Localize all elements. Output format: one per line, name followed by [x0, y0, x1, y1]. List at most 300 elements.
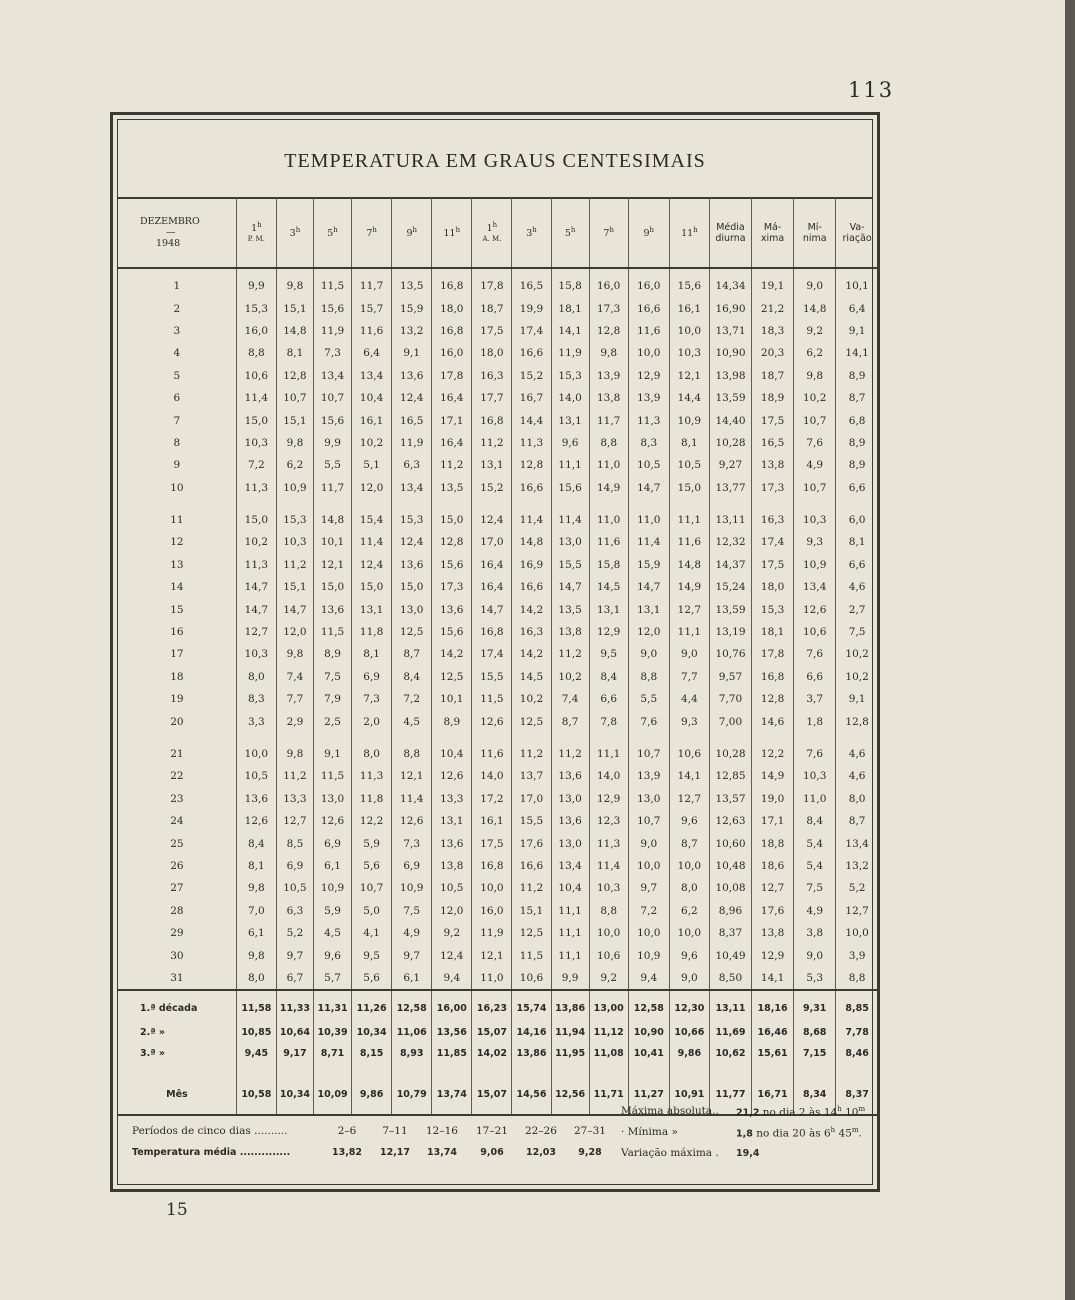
table-cell: 3,9	[836, 944, 878, 966]
table-cell: 10,2	[836, 666, 878, 688]
table-cell: 11,3	[236, 554, 276, 576]
header-hour: 7$^h$	[352, 198, 392, 268]
row-label: 27	[170, 882, 184, 895]
table-cell: 18,1	[752, 621, 794, 643]
row-label: 1.ª década	[118, 990, 236, 1022]
table-cell: 11,5	[313, 621, 351, 643]
table-cell: 3,8	[794, 922, 836, 944]
table-cell: 5,9	[352, 832, 392, 854]
table-cell: 8,68	[794, 1022, 836, 1043]
row-label: 18	[170, 670, 184, 683]
periods-label: Períodos de cinco dias ..........	[132, 1125, 288, 1137]
table-cell: 15,5	[512, 810, 551, 832]
table-cell: 11,2	[551, 743, 589, 765]
table-row	[118, 788, 878, 810]
table-cell: 8,37	[709, 922, 751, 944]
header-hour: 1$^h$ A. M.	[472, 198, 512, 268]
table-cell: 8,0	[352, 743, 392, 765]
table-cell: 16,3	[472, 365, 512, 387]
table-cell: 11,6	[589, 531, 628, 553]
table-cell: 14,7	[472, 598, 512, 620]
table-cell: 8,1	[276, 342, 313, 364]
table-cell: 11,69	[709, 1022, 751, 1043]
table-cell: 11,33	[276, 990, 313, 1022]
table-cell: 11,9	[472, 922, 512, 944]
table-row	[118, 598, 878, 620]
table-row	[118, 1022, 878, 1043]
table-cell: 13,59	[709, 598, 751, 620]
table-cell: 11,7	[352, 268, 392, 297]
table-cell: 16,6	[512, 342, 551, 364]
table-cell: 18,7	[752, 365, 794, 387]
table-cell: 11,12	[589, 1022, 628, 1043]
table-cell: 10,90	[709, 342, 751, 364]
table-cell: 10,9	[794, 554, 836, 576]
periods-row	[132, 1125, 606, 1147]
table-cell: 11,9	[392, 432, 432, 454]
table-cell: 18,8	[752, 832, 794, 854]
table-cell: 2,9	[276, 710, 313, 732]
table-cell: 10,2	[512, 688, 551, 710]
table-cell: 11,1	[669, 509, 709, 531]
table-cell: 16,4	[432, 432, 472, 454]
table-cell: 15,8	[551, 268, 589, 297]
table-cell: 10,9	[669, 409, 709, 431]
table-cell: 8,5	[276, 832, 313, 854]
table-cell: 15,6	[669, 268, 709, 297]
table-cell: 9,57	[709, 666, 751, 688]
table-cell: 15,0	[352, 576, 392, 598]
table-cell: 12,1	[472, 944, 512, 966]
table-cell: 15,1	[512, 900, 551, 922]
table-cell: 13,77	[709, 477, 751, 499]
header-hour: 5$^h$	[313, 198, 351, 268]
footer-summary	[118, 1105, 872, 1195]
table-cell: 8,9	[313, 643, 351, 665]
table-cell: 16,6	[628, 297, 669, 319]
table-cell: 10,7	[628, 743, 669, 765]
table-cell: 8,71	[313, 1043, 351, 1064]
table-cell: 10,9	[276, 477, 313, 499]
table-cell: 9,0	[794, 268, 836, 297]
table-cell: 13,1	[352, 598, 392, 620]
table-cell: 17,8	[472, 268, 512, 297]
table-cell: 12,30	[669, 990, 709, 1022]
table-cell: 15,2	[512, 365, 551, 387]
header-hour: 9$^h$	[392, 198, 432, 268]
temp-value: 13,74	[426, 1147, 458, 1158]
table-cell: 4,5	[392, 710, 432, 732]
table-cell: 10,2	[836, 643, 878, 665]
table-cell: 11,08	[589, 1043, 628, 1064]
table-cell: 10,5	[236, 765, 276, 787]
table-cell: 16,0	[628, 268, 669, 297]
row-label: 28	[170, 904, 184, 917]
page-edge	[1065, 0, 1075, 1300]
table-cell: 9,9	[551, 967, 589, 990]
table-cell: 13,59	[709, 387, 751, 409]
header-hour: 7$^h$	[589, 198, 628, 268]
table-cell: 14,7	[236, 598, 276, 620]
table-cell: 14,9	[669, 576, 709, 598]
table-cell: 8,7	[669, 832, 709, 854]
table-cell: 11,0	[628, 509, 669, 531]
table-cell: 14,8	[512, 531, 551, 553]
var-row	[621, 1147, 881, 1168]
table-cell: 14,4	[512, 409, 551, 431]
table-cell: 17,4	[472, 643, 512, 665]
table-cell: 12,6	[313, 810, 351, 832]
table-cell: 12,3	[589, 810, 628, 832]
table-cell: 15,2	[472, 477, 512, 499]
table-cell: 12,7	[836, 900, 878, 922]
header-hour: 1$^h$ P. M.	[236, 198, 276, 268]
table-cell: 12,63	[709, 810, 751, 832]
table-cell: 17,7	[472, 387, 512, 409]
table-cell: 11,3	[236, 477, 276, 499]
row-label: 6	[173, 392, 181, 405]
table-cell: 17,8	[752, 643, 794, 665]
table-cell: 19,0	[752, 788, 794, 810]
table-cell: 14,5	[589, 576, 628, 598]
table-cell: 16,8	[432, 320, 472, 342]
table-cell: 14,0	[472, 765, 512, 787]
table-cell: 4,9	[794, 900, 836, 922]
table-cell: 17,1	[752, 810, 794, 832]
table-cell: 8,3	[628, 432, 669, 454]
table-cell: 9,8	[276, 643, 313, 665]
table-cell: 15,6	[432, 554, 472, 576]
row-label: 7	[173, 414, 181, 427]
table-cell: 12,9	[628, 365, 669, 387]
table-cell: 10,3	[276, 531, 313, 553]
table-cell: 8,46	[836, 1043, 878, 1064]
table-cell: 11,3	[589, 832, 628, 854]
var-label: Variação máxima .	[621, 1147, 719, 1159]
table-cell: 10,9	[628, 944, 669, 966]
row-label: 19	[170, 693, 184, 706]
table-row	[118, 666, 878, 688]
table-cell: 13,3	[432, 788, 472, 810]
table-row	[118, 855, 878, 877]
table-cell: 10,1	[313, 531, 351, 553]
table-cell: 10,7	[352, 877, 392, 899]
table-cell: 11,4	[512, 509, 551, 531]
table-cell: 11,5	[472, 688, 512, 710]
table-cell: 7,6	[628, 710, 669, 732]
table-cell: 11,2	[512, 877, 551, 899]
table-cell: 6,6	[836, 554, 878, 576]
table-cell: 12,6	[472, 710, 512, 732]
table-cell: 16,4	[472, 576, 512, 598]
table-cell: 10,90	[628, 1022, 669, 1043]
table-cell: 3,7	[794, 688, 836, 710]
table-cell: 8,4	[392, 666, 432, 688]
table-cell: 9,6	[669, 810, 709, 832]
table-cell: 7,9	[313, 688, 351, 710]
table-cell: 13,5	[392, 268, 432, 297]
table-cell: 13,6	[551, 810, 589, 832]
table-cell: 11,31	[313, 990, 351, 1022]
table-cell: 17,3	[432, 576, 472, 598]
table-cell: 10,09	[313, 1064, 351, 1115]
table-cell: 9,7	[392, 944, 432, 966]
table-cell: 13,4	[313, 365, 351, 387]
table-cell: 7,00	[709, 710, 751, 732]
table-cell: 9,0	[628, 832, 669, 854]
table-cell: 11,26	[352, 990, 392, 1022]
table-cell: 11,4	[392, 788, 432, 810]
table-cell: 12,8	[752, 688, 794, 710]
table-cell: 11,2	[276, 554, 313, 576]
table-cell: 6,6	[794, 666, 836, 688]
table-cell: 8,9	[432, 710, 472, 732]
table-cell: 14,34	[709, 268, 751, 297]
table-cell: 5,2	[276, 922, 313, 944]
table-cell: 13,3	[276, 788, 313, 810]
temp-value: 9,06	[480, 1147, 504, 1158]
table-cell: 7,15	[794, 1043, 836, 1064]
table-cell: 14,0	[589, 765, 628, 787]
period-value: 22–26	[525, 1125, 557, 1137]
table-cell: 8,1	[669, 432, 709, 454]
table-row	[118, 320, 878, 342]
table-cell: 7,6	[794, 743, 836, 765]
table-cell: 15,0	[236, 409, 276, 431]
table-row	[118, 621, 878, 643]
table-cell: 16,90	[709, 297, 751, 319]
table-cell: 10,0	[836, 922, 878, 944]
table-cell: 11,5	[512, 944, 551, 966]
table-cell: 14,0	[551, 387, 589, 409]
table-cell: 7,2	[236, 454, 276, 476]
table-cell: 6,9	[313, 832, 351, 854]
table-cell: 10,9	[313, 877, 351, 899]
table-row	[118, 643, 878, 665]
table-cell: 15,1	[276, 576, 313, 598]
table-cell: 12,1	[313, 554, 351, 576]
table-cell: 11,1	[589, 743, 628, 765]
row-label: 13	[170, 558, 184, 571]
extremes	[621, 1105, 881, 1168]
table-cell: 13,00	[589, 990, 628, 1022]
table-cell: 7,3	[313, 342, 351, 364]
table-cell: 8,96	[709, 900, 751, 922]
table-cell: 5,5	[628, 688, 669, 710]
row-label: 5	[173, 369, 181, 382]
table-cell: 16,3	[512, 621, 551, 643]
table-cell: 7,6	[794, 432, 836, 454]
table-cell: 9,1	[836, 688, 878, 710]
table-cell: 14,2	[432, 643, 472, 665]
table-cell: 5,6	[352, 967, 392, 990]
table-cell: 7,5	[794, 877, 836, 899]
table-cell: 9,4	[628, 967, 669, 990]
table-cell: 9,8	[276, 743, 313, 765]
table-cell: 12,4	[392, 531, 432, 553]
table-cell: 14,8	[313, 509, 351, 531]
group-spacer	[118, 733, 878, 743]
table-cell: 13,11	[709, 509, 751, 531]
table-cell: 16,00	[432, 990, 472, 1022]
header-row	[118, 198, 878, 268]
table-cell: 4,5	[313, 922, 351, 944]
table-cell: 13,0	[392, 598, 432, 620]
table-cell: 6,2	[794, 342, 836, 364]
table-cell: 2,5	[313, 710, 351, 732]
table-cell: 12,7	[276, 810, 313, 832]
table-cell: 13,74	[432, 1064, 472, 1115]
table-cell: 10,6	[512, 967, 551, 990]
signature-mark: 15	[166, 1200, 188, 1220]
table-cell: 7,7	[669, 666, 709, 688]
table-cell: 6,9	[392, 855, 432, 877]
table-cell: 10,7	[628, 810, 669, 832]
table-cell: 15,07	[472, 1064, 512, 1115]
table-cell: 15,3	[276, 509, 313, 531]
table-cell: 11,95	[551, 1043, 589, 1064]
table-cell: 14,7	[628, 576, 669, 598]
table-cell: 5,5	[313, 454, 351, 476]
table-cell: 6,1	[392, 967, 432, 990]
table-cell: 16,1	[352, 409, 392, 431]
table-cell: 12,4	[352, 554, 392, 576]
table-cell: 14,56	[512, 1064, 551, 1115]
table-cell: 11,5	[313, 765, 351, 787]
table-cell: 9,0	[669, 967, 709, 990]
table-cell: 11,4	[589, 855, 628, 877]
table-cell: 10,2	[551, 666, 589, 688]
table-cell: 10,58	[236, 1064, 276, 1115]
table-cell: 9,5	[589, 643, 628, 665]
table-cell: 13,8	[752, 454, 794, 476]
table-cell: 12,56	[551, 1064, 589, 1115]
table-cell: 17,0	[472, 531, 512, 553]
table-cell: 13,1	[432, 810, 472, 832]
table-cell: 11,06	[392, 1022, 432, 1043]
table-cell: 16,0	[589, 268, 628, 297]
table-cell: 8,7	[551, 710, 589, 732]
table-cell: 15,0	[392, 576, 432, 598]
table-row	[118, 342, 878, 364]
table-cell: 9,9	[313, 432, 351, 454]
table-cell: 13,1	[589, 598, 628, 620]
table-cell: 5,1	[352, 454, 392, 476]
table-cell: 11,4	[352, 531, 392, 553]
table-frame	[110, 112, 880, 1192]
period-value: 2–6	[337, 1125, 357, 1137]
header-hour: 3$^h$	[276, 198, 313, 268]
table-cell: 11,0	[472, 967, 512, 990]
row-label: 14	[170, 581, 184, 594]
table-cell: 11,1	[551, 922, 589, 944]
table-cell: 12,6	[392, 810, 432, 832]
table-cell: 7,2	[392, 688, 432, 710]
table-cell: 13,0	[313, 788, 351, 810]
table-cell: 12,6	[236, 810, 276, 832]
table-cell: 6,7	[276, 967, 313, 990]
table-cell: 13,6	[392, 365, 432, 387]
table-cell: 11,5	[313, 268, 351, 297]
table-cell: 11,3	[628, 409, 669, 431]
table-row	[118, 900, 878, 922]
table-cell: 10,0	[628, 922, 669, 944]
table-cell: 10,3	[794, 765, 836, 787]
table-cell: 13,1	[472, 454, 512, 476]
table-cell: 11,7	[313, 477, 351, 499]
table-cell: 5,0	[352, 900, 392, 922]
table-cell: 13,56	[432, 1022, 472, 1043]
row-label: 3.ª »	[140, 1048, 166, 1060]
table-cell: 14,37	[709, 554, 751, 576]
table-cell: 13,4	[551, 855, 589, 877]
table-cell: 13,9	[628, 765, 669, 787]
header-hour: 3$^h$	[512, 198, 551, 268]
table-cell: 9,8	[276, 268, 313, 297]
table-cell: 7,7	[276, 688, 313, 710]
temperature-table	[118, 198, 878, 1116]
table-cell: 15,74	[512, 990, 551, 1022]
table-cell: 4,4	[669, 688, 709, 710]
table-cell: 9,2	[432, 922, 472, 944]
table-cell: 12,9	[589, 621, 628, 643]
table-cell: 10,7	[313, 387, 351, 409]
table-cell: 4,9	[794, 454, 836, 476]
table-cell: 12,8	[836, 710, 878, 732]
row-label: 16	[170, 626, 184, 639]
table-cell: 15,3	[551, 365, 589, 387]
row-label: 11	[170, 514, 184, 527]
table-cell: 10,79	[392, 1064, 432, 1115]
table-cell: 14,7	[551, 576, 589, 598]
period-value: 12–16	[426, 1125, 458, 1137]
row-label: 2	[173, 302, 181, 315]
table-cell: 17,5	[472, 832, 512, 854]
table-cell: 12,9	[752, 944, 794, 966]
table-cell: 11,6	[352, 320, 392, 342]
table-cell: 17,0	[512, 788, 551, 810]
table-cell: 9,6	[669, 944, 709, 966]
table-cell: 9,86	[669, 1043, 709, 1064]
table-cell: 16,9	[512, 554, 551, 576]
table-cell: 16,3	[752, 509, 794, 531]
table-cell: 15,0	[236, 509, 276, 531]
table-cell: 15,7	[352, 297, 392, 319]
table-cell: 12,6	[432, 765, 472, 787]
table-cell: 9,0	[669, 643, 709, 665]
table-cell: 17,5	[752, 554, 794, 576]
table-cell: 16,0	[472, 900, 512, 922]
table-cell: 8,8	[589, 432, 628, 454]
table-cell: 7,3	[392, 832, 432, 854]
table-cell: 9,27	[709, 454, 751, 476]
table-cell: 12,6	[794, 598, 836, 620]
table-cell: 10,4	[432, 743, 472, 765]
table-cell: 12,7	[669, 598, 709, 620]
table-cell: 6,9	[276, 855, 313, 877]
table-cell: 13,8	[432, 855, 472, 877]
row-label: 12	[170, 536, 184, 549]
table-cell: 8,8	[836, 967, 878, 990]
table-cell: 18,0	[752, 576, 794, 598]
table-cell: 5,6	[352, 855, 392, 877]
table-cell: 12,2	[752, 743, 794, 765]
table-cell: 11,2	[276, 765, 313, 787]
max-abs-row: Máxima absoluta.. 21,2 no dia 2 às 14$^h$ 10$^m$.	[621, 1105, 869, 1119]
table-cell: 10,0	[669, 320, 709, 342]
table-cell: 11,1	[551, 944, 589, 966]
header-month: DEZEMBRO — 1948	[118, 198, 236, 268]
